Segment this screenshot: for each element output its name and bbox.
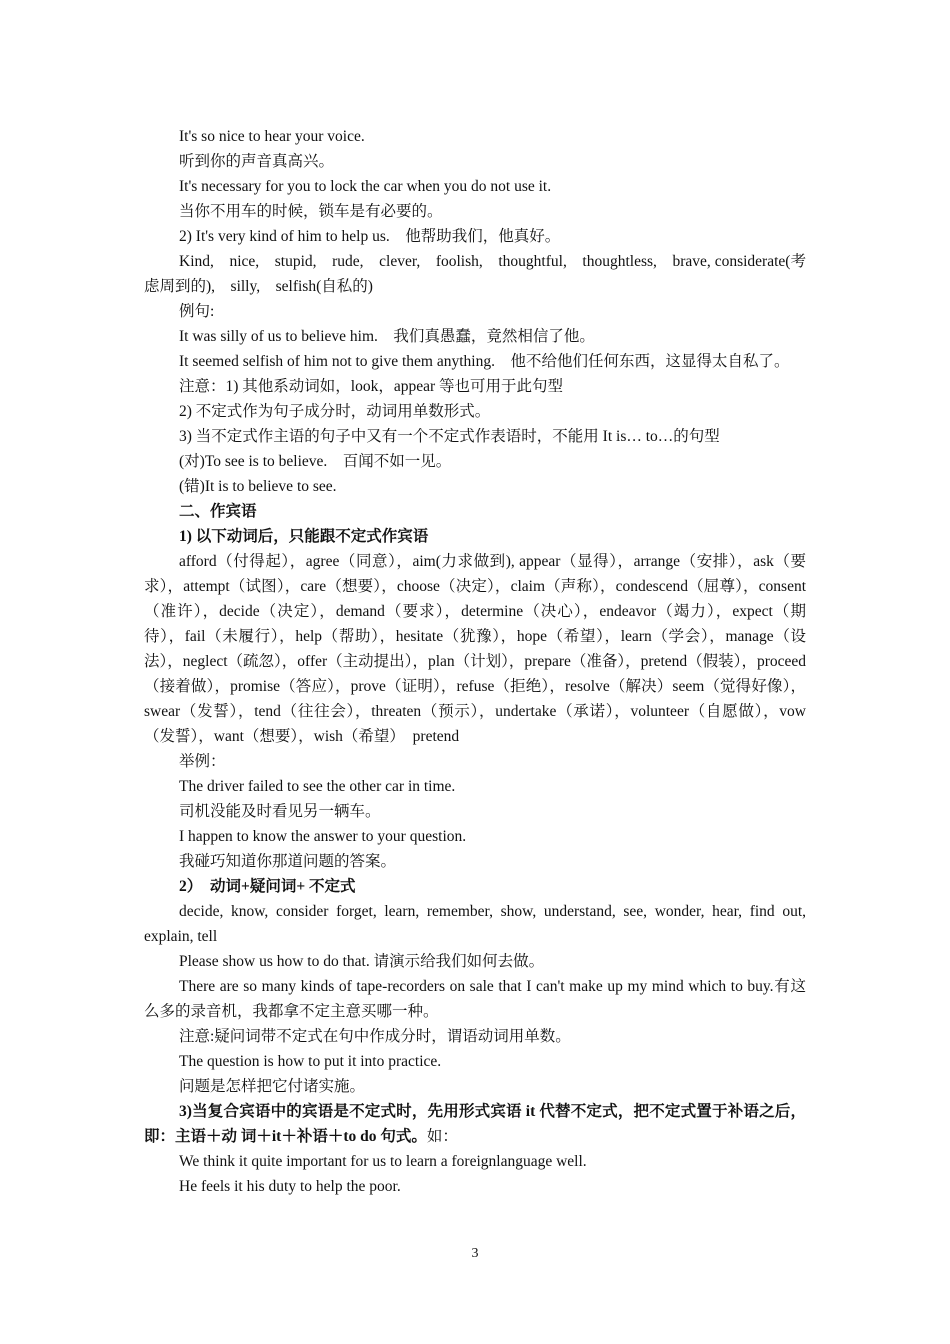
text-line: It seemed selfish of him not to give them anything. 他不给他们任何东西，这显得太自私了。 — [179, 353, 790, 370]
text-line: decide, know, consider forget, learn, remember, show, understand, see, wonder, hear, find out, explain, tell — [144, 903, 806, 945]
text-line: 2) It's very kind of him to help us. 他帮助我们，他真好。 — [179, 228, 561, 245]
text-line: I happen to know the answer to your question. — [179, 828, 467, 845]
page-number: 3 — [471, 1246, 479, 1261]
text-line: 当你不用车的时候，锁车是有必要的。 — [179, 203, 443, 220]
text-line: (错)It is to believe to see. — [179, 478, 337, 495]
text-line: 注意:疑问词带不定式在句中作成分时，谓语动词用单数。 — [179, 1028, 571, 1045]
text-line: The question is how to put it into practice. — [179, 1053, 442, 1070]
text-line: 司机没能及时看见另一辆车。 — [179, 803, 381, 820]
text-line: 我碰巧知道你那道问题的答案。 — [179, 853, 397, 870]
text-line: 问题是怎样把它付诸实施。 — [179, 1078, 366, 1095]
text-line: 例句: — [179, 303, 215, 320]
text-line: The driver failed to see the other car in time. — [179, 778, 456, 795]
text-line: It was silly of us to believe him. 我们真愚蠢，竟然相信了他。 — [179, 328, 595, 345]
text-line: It's so nice to hear your voice. — [179, 128, 365, 145]
rule-bold-text: 3)当复合宾语中的宾语是不定式时，先用形式宾语 it 代替不定式，把不定式置于补语之后，即：主语＋动 词＋it＋补语＋to do 句式。 — [144, 1103, 806, 1145]
text-line: There are so many kinds of tape-recorders on sale that I can't make up my mind which to buy.有这么多的录音机，我都拿不定主意买哪一种。 — [144, 978, 806, 1020]
verb-list: afford（付得起），agree（同意），aim(力求做到), appear（显得），arrange（安排），ask（要求），attempt（试图），care（想要），choose（决定），claim（声称），condescend（屈尊），consent（准许），decide（决定），demand（要求），determine（决心），endeavor（竭力），expect（期待），fail（未履行），help（帮助），hesitate（犹豫），hope（希望），learn（学会），manage（设法），neglect（疏忽），offer（主动提出），plan（计划），prepare（准备），pretend（假装），proceed（接着做），promise（答应），prove（证明），refuse（拒绝），resolve（解决）seem（觉得好像），swear（发誓），tend（往往会），threaten（预示），undertake（承诺），volunteer（自愿做），vow（发誓），want（想要），wish（希望） pretend — [144, 553, 806, 745]
text-line: He feels it his duty to help the poor. — [179, 1178, 401, 1195]
subsection-heading: 1) 以下动词后，只能跟不定式作宾语 — [179, 528, 429, 545]
text-line: It's necessary for you to lock the car when you do not use it. — [179, 178, 552, 195]
rule-tail-text: 如： — [426, 1128, 458, 1145]
document-body — [144, 124, 806, 1199]
text-line: 注意：1) 其他系动词如，look，appear 等也可用于此句型 — [179, 378, 564, 395]
text-line: 听到你的声音真高兴。 — [179, 153, 335, 170]
text-line: 举例： — [179, 753, 226, 770]
section-heading: 二、作宾语 — [179, 503, 257, 520]
subsection-heading: 2） 动词+疑问词+ 不定式 — [179, 878, 356, 895]
text-line: We think it quite important for us to learn a foreignlanguage well. — [179, 1153, 587, 1170]
text-line: (对)To see is to believe. 百闻不如一见。 — [179, 453, 452, 470]
text-line: 2) 不定式作为句子成分时，动词用单数形式。 — [179, 403, 491, 420]
text-line: 3) 当不定式作主语的句子中又有一个不定式作表语时，不能用 It is… to…的句型 — [179, 428, 720, 445]
rule-paragraph — [144, 1099, 806, 1149]
text-line: Kind, nice, stupid, rude, clever, foolish, thoughtful, thoughtless, brave, considerate(考虑周到的), silly, selfish(自私的) — [144, 253, 806, 295]
text-line: Please show us how to do that. 请演示给我们如何去做。 — [179, 953, 545, 970]
